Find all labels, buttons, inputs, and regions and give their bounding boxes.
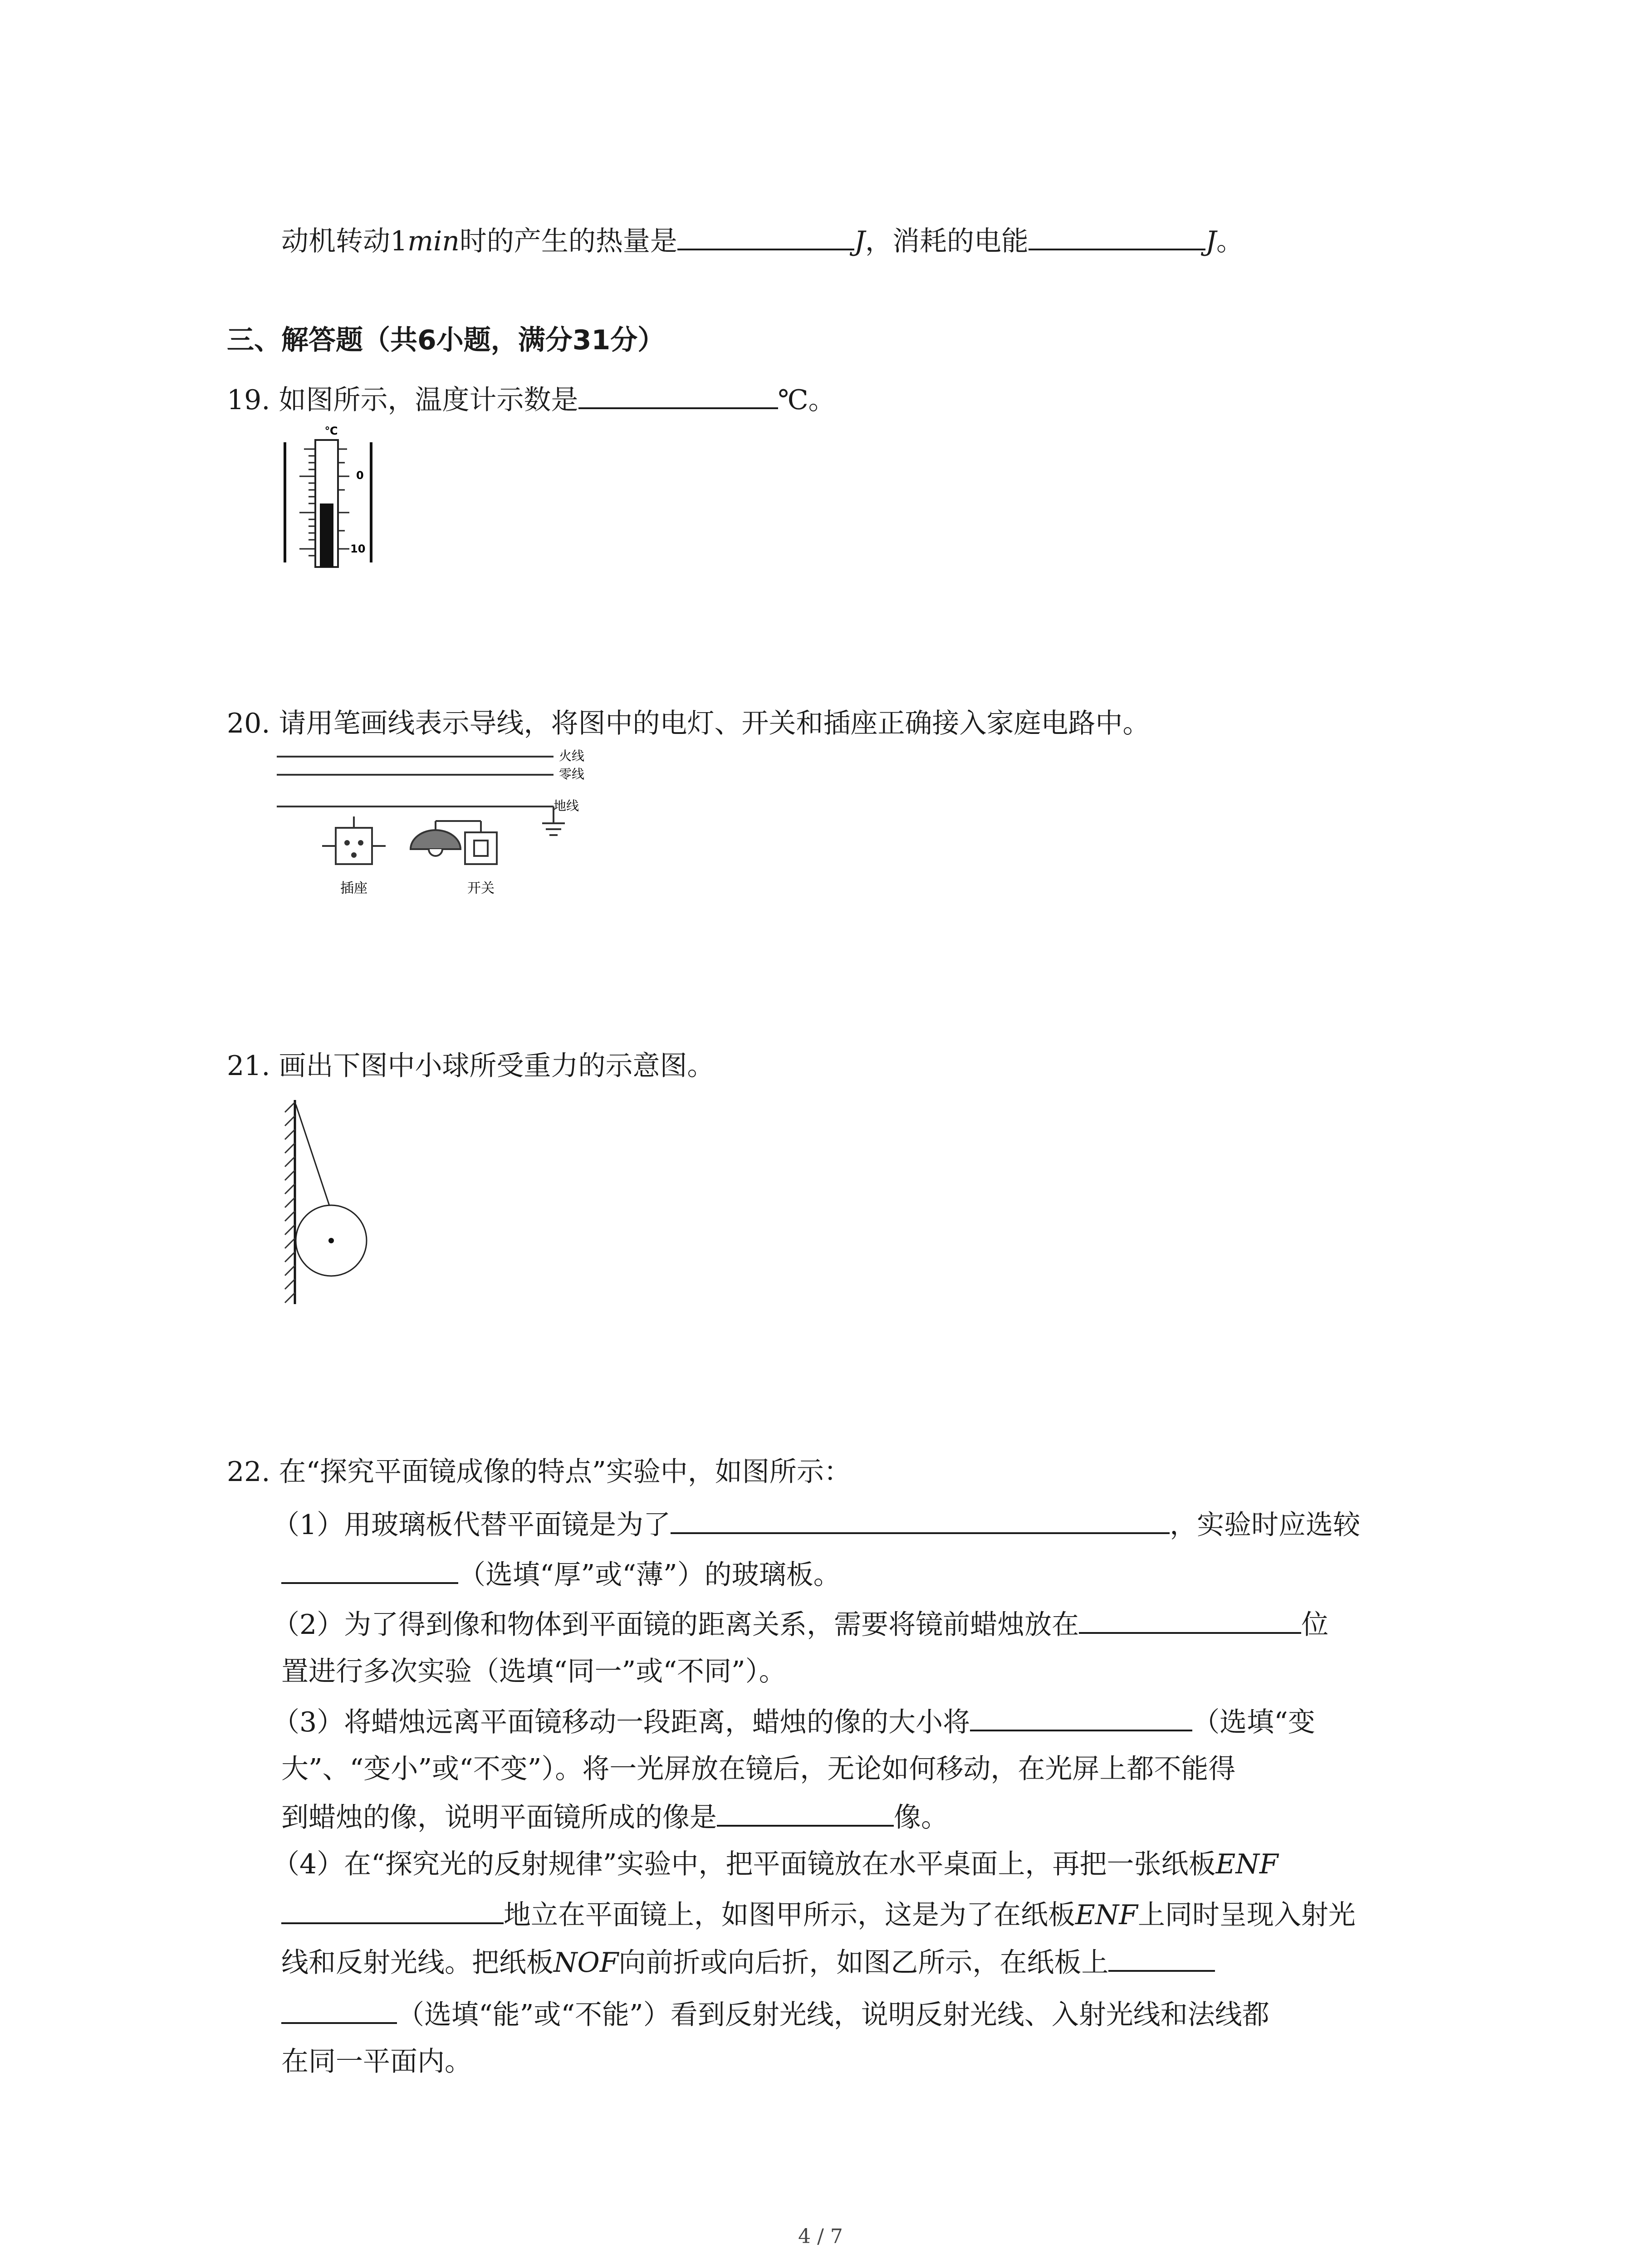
q22-p2-line1	[272, 1606, 1328, 1643]
q22-p3-text-a: （3）将蜡烛远离平面镜移动一段距离，蜡烛的像的大小将	[272, 1706, 970, 1738]
q18-text-c: ，消耗的电能	[865, 225, 1029, 257]
q22-number: 22.	[227, 1456, 270, 1488]
circuit-figure	[272, 748, 617, 921]
q22-p1-text-a: （1）用玻璃板代替平面镜是为了	[272, 1509, 671, 1541]
q22-p4-text-a: （4）在“探究光的反射规律”实验中，把平面镜放在水平桌面上，再把一张纸板	[272, 1848, 1216, 1880]
q20-number: 20.	[227, 708, 270, 739]
q22-p3-line3	[281, 1799, 948, 1836]
neutral-wire-label: 零线	[559, 767, 585, 782]
q18-text-a: 动机转动1	[281, 225, 408, 257]
q19-answer-blank[interactable]	[578, 381, 778, 409]
q22-p2-text-c: 置进行多次实验（选填“同一”或“不同”）。	[281, 1656, 786, 1687]
q22-p4-visibility-blank-end[interactable]	[281, 1996, 397, 2024]
q22-p4-text-b2: 上同时呈现入射光	[1137, 1899, 1356, 1931]
q22-p1-text-b: ，实验时应选较	[1170, 1509, 1361, 1541]
q21-line	[227, 1048, 715, 1084]
q22-p1-line2	[281, 1556, 841, 1593]
q22-p3-text-e: 像。	[894, 1802, 948, 1833]
page-number: 4 / 7	[798, 2225, 843, 2248]
q22-p2-text-b: 位	[1301, 1609, 1329, 1641]
q22-p4-placement-blank[interactable]	[281, 1896, 504, 1924]
q22-p3-text-c: 大”、“变小”或“不变”）。将一光屏放在镜后，无论如何移动，在光屏上都不能得	[281, 1753, 1236, 1785]
q18-tail-line	[281, 222, 1244, 259]
q22-p4-visibility-blank-start[interactable]	[1108, 1944, 1215, 1972]
q18-unit-j1: J	[854, 225, 865, 257]
q21-text: 画出下图中小球所受重力的示意图。	[279, 1050, 715, 1082]
q22-p4-text-d: （选填“能”或“不能”）看到反射光线，说明反射光线、入射光线和法线都	[397, 1999, 1269, 2031]
thermometer-figure	[272, 422, 390, 572]
thermometer-liquid-column	[320, 503, 333, 567]
q22-p3-text-b: （选填“变	[1192, 1706, 1315, 1738]
q22-p4-var-enf-2: ENF	[1075, 1899, 1138, 1931]
q22-p4-text-b: 地立在平面镜上，如图甲所示，这是为了在纸板	[504, 1899, 1075, 1931]
q18-energy-blank[interactable]	[1029, 222, 1205, 250]
q18-unit-j2: J	[1205, 225, 1217, 257]
thermometer-tick-0: 0	[356, 469, 364, 482]
ground-wire-label: 地线	[554, 798, 579, 813]
q22-p4-var-nof: NOF	[554, 1947, 619, 1979]
q22-p3-line2	[281, 1751, 1235, 1787]
wall-hatching	[285, 1102, 295, 1303]
q22-p1-thickness-blank[interactable]	[281, 1556, 458, 1584]
q22-p4-line5	[281, 2043, 472, 2080]
q19-text-b: ℃。	[778, 384, 836, 416]
q22-p3-image-type-blank[interactable]	[717, 1799, 894, 1827]
q22-p1-text-c: （选填“厚”或“薄”）的玻璃板。	[458, 1559, 841, 1591]
q22-p3-text-d: 到蜡烛的像，说明平面镜所成的像是	[281, 1802, 717, 1833]
q18-unit-min: min	[407, 225, 460, 257]
section-title: 三、解答题（共6小题，满分31分）	[227, 324, 665, 356]
fire-wire-label: 火线	[559, 748, 585, 763]
q22-p1-purpose-blank[interactable]	[671, 1506, 1170, 1534]
q22-p4-line4	[281, 1996, 1269, 2033]
q22-p4-text-c2: 向前折或向后折，如图乙所示，在纸板上	[618, 1947, 1109, 1979]
pendulum-ball-figure	[281, 1098, 390, 1306]
q22-p4-line1	[272, 1846, 1278, 1882]
q19-line	[227, 381, 836, 418]
q20-text: 请用笔画线表示导线，将图中的电灯、开关和插座正确接入家庭电路中。	[279, 708, 1150, 739]
switch-icon	[465, 832, 497, 864]
q18-text-b: 时的产生的热量是	[459, 225, 677, 257]
q18-text-d: 。	[1216, 225, 1244, 257]
q22-p1-line1	[272, 1506, 1360, 1543]
q22-p2-line2	[281, 1653, 786, 1690]
q19-text-a: 如图所示，温度计示数是	[279, 384, 578, 416]
q22-p4-line2	[281, 1896, 1356, 1933]
switch-label: 开关	[467, 880, 495, 896]
thermometer-tick-10: 10	[350, 543, 366, 555]
q22-p3-line1	[272, 1703, 1315, 1740]
q19-number: 19.	[227, 384, 270, 416]
q22-intro-line	[227, 1454, 851, 1490]
q22-p4-var-enf-1: ENF	[1215, 1848, 1279, 1880]
q22-p4-text-e: 在同一平面内。	[281, 2046, 472, 2077]
q22-p4-text-c: 线和反射光线。把纸板	[281, 1947, 554, 1979]
q18-heat-blank[interactable]	[677, 222, 854, 250]
socket-label: 插座	[340, 880, 367, 896]
thermometer-unit-label: ℃	[324, 425, 338, 437]
socket-icon	[322, 816, 386, 864]
q22-p2-position-blank[interactable]	[1079, 1606, 1301, 1634]
q22-p2-text-a: （2）为了得到像和物体到平面镜的距离关系，需要将镜前蜡烛放在	[272, 1609, 1079, 1641]
q21-number: 21.	[227, 1050, 270, 1082]
q20-line	[227, 705, 1150, 742]
q22-p4-line3	[281, 1944, 1215, 1981]
ball-center	[328, 1238, 334, 1243]
q22-intro: 在“探究平面镜成像的特点”实验中，如图所示：	[279, 1456, 851, 1488]
q22-p3-size-blank[interactable]	[970, 1703, 1192, 1731]
